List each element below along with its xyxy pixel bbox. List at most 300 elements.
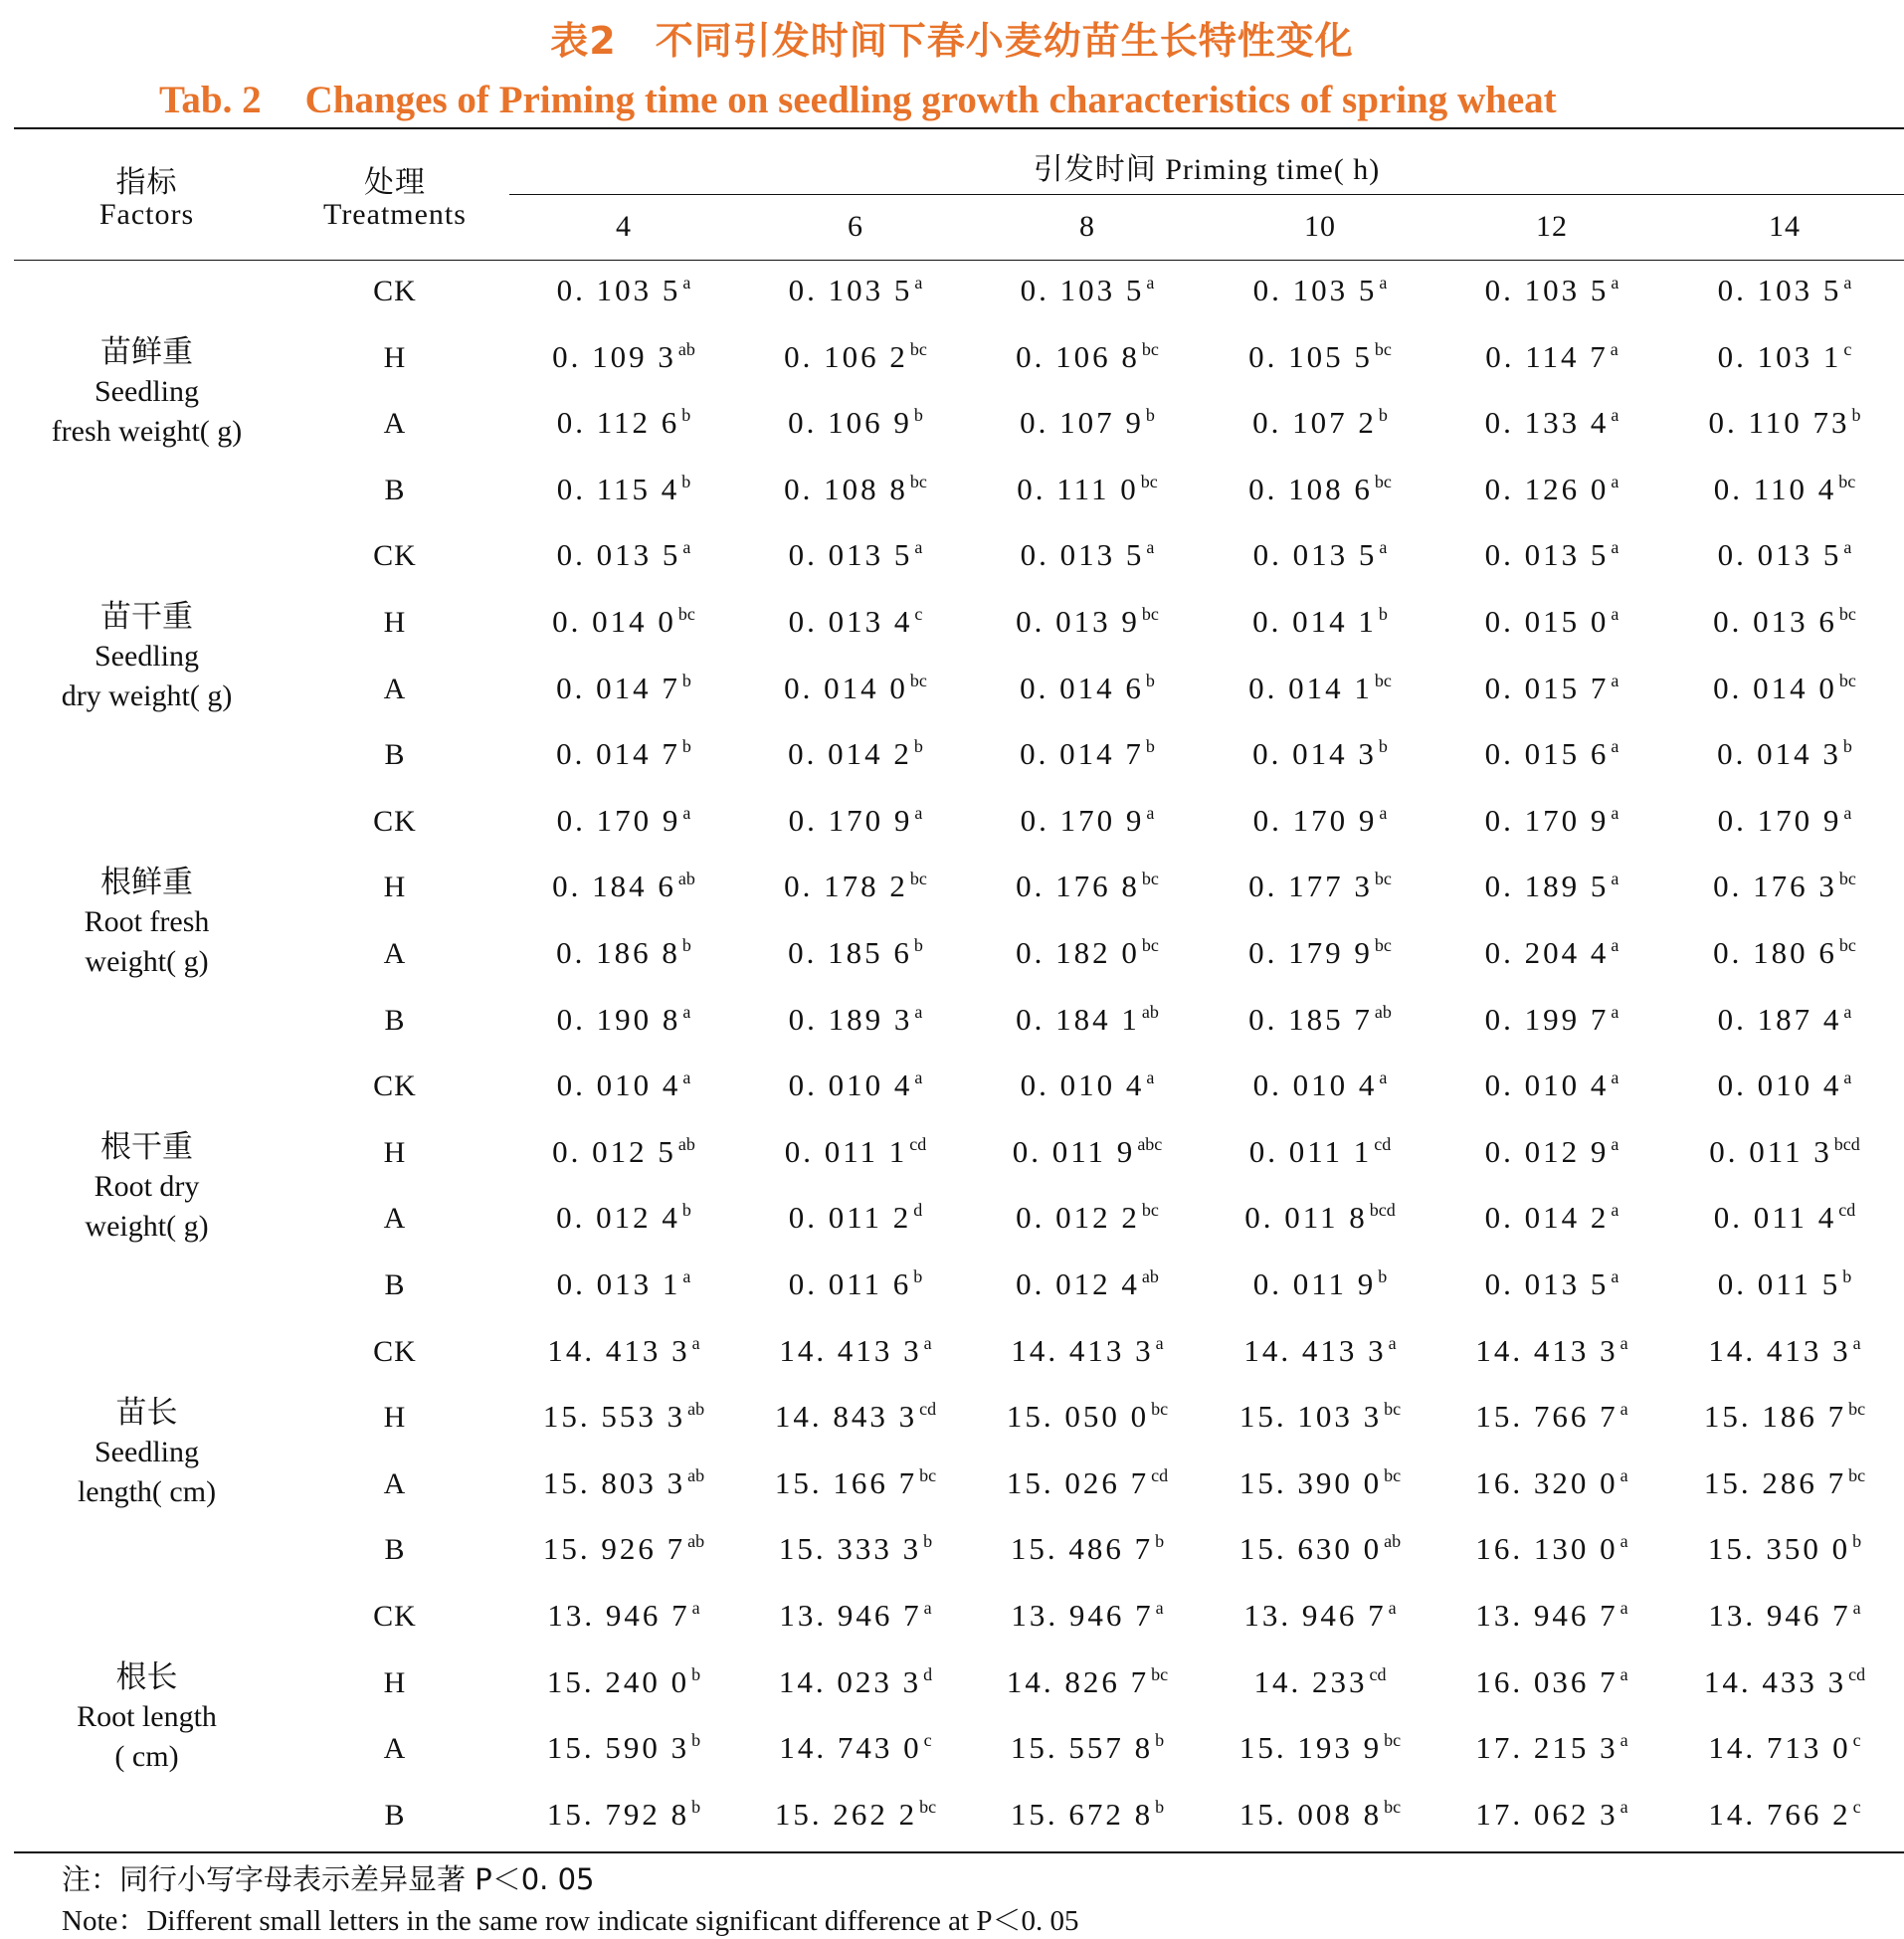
table-cell: [509, 1664, 738, 1700]
table-cell: [741, 405, 970, 441]
header-rule: [14, 260, 1904, 261]
note-en: Note：Different small letters in the same row indicate significant difference at P＜0. 05: [62, 1905, 1079, 1937]
cell-value: 0. 184 6: [552, 869, 676, 904]
time-header-12: 12: [1536, 210, 1568, 243]
significance-letter: b: [1145, 736, 1155, 757]
cell-value: 15. 286 7: [1703, 1464, 1847, 1500]
significance-letter: bc: [919, 1464, 937, 1485]
cell-value: 0. 126 0: [1484, 471, 1610, 506]
significance-letter: a: [914, 802, 923, 823]
table-cell: [1437, 1134, 1666, 1170]
significance-letter: a: [1146, 537, 1155, 558]
table-cell: [1437, 1002, 1666, 1038]
significance-letter: bc: [1384, 1399, 1402, 1420]
table-cell: [1206, 604, 1434, 640]
table-cell: [1206, 1333, 1434, 1369]
cell-value: 14. 433 3: [1703, 1663, 1847, 1699]
significance-letter: ab: [1374, 1001, 1392, 1022]
significance-letter: bc: [1384, 1464, 1402, 1485]
treatment-label: CK: [373, 1069, 417, 1103]
cell-value: 0. 110 4: [1713, 471, 1837, 506]
cell-value: 0. 107 2: [1252, 405, 1377, 441]
significance-letter: a: [1611, 537, 1619, 558]
cell-value: 0. 012 2: [1016, 1200, 1140, 1236]
cell-value: 0. 010 4: [1484, 1067, 1610, 1103]
table-cell: [509, 1730, 738, 1766]
cell-value: 0. 010 4: [1717, 1067, 1842, 1103]
factor-cn: 苗干重: [100, 599, 193, 636]
table-cell: [509, 1067, 738, 1103]
cell-value: 0. 013 5: [1484, 1266, 1610, 1301]
significance-letter: a: [682, 1067, 691, 1088]
factor-cn: 根鲜重: [100, 864, 193, 900]
table-cell: [973, 1134, 1202, 1170]
table-cell: [509, 604, 738, 640]
cell-value: 0. 011 1: [784, 1133, 908, 1169]
significance-letter: ab: [687, 1464, 705, 1485]
table-cell: [509, 1598, 738, 1634]
factor-cn: 根长: [115, 1659, 178, 1695]
table-cell: [1437, 803, 1666, 839]
factor-en1: Seedling: [95, 640, 199, 674]
table-cell: [509, 803, 738, 839]
significance-letter: a: [914, 1067, 923, 1088]
treatment-label: B: [384, 1268, 406, 1301]
cell-value: 0. 012 4: [1016, 1266, 1140, 1301]
significance-letter: a: [682, 537, 691, 558]
cell-value: 15. 557 8: [1010, 1730, 1154, 1766]
table-cell: [1670, 1266, 1899, 1302]
significance-letter: a: [1611, 869, 1619, 889]
significance-letter: bc: [1374, 338, 1392, 359]
significance-letter: ab: [687, 1399, 705, 1420]
table-cell: [1437, 1266, 1666, 1302]
significance-letter: a: [1388, 1598, 1397, 1618]
significance-letter: a: [1146, 1067, 1155, 1088]
significance-letter: bcd: [1369, 1200, 1396, 1221]
table-cell: [973, 1730, 1202, 1766]
significance-letter: a: [1611, 802, 1619, 823]
significance-letter: b: [1378, 736, 1388, 757]
factor-label: [20, 1393, 274, 1512]
table-cell: [1437, 1730, 1666, 1766]
table-cell: [741, 671, 970, 706]
cell-value: 0. 106 8: [1016, 338, 1140, 374]
significance-letter: c: [923, 1730, 932, 1751]
table-cell: [1670, 1200, 1899, 1236]
factor-label: [20, 1657, 274, 1777]
table-cell: [509, 472, 738, 507]
table-cell: [1437, 1200, 1666, 1236]
cell-value: 0. 011 2: [788, 1200, 912, 1236]
significance-letter: bc: [1384, 1796, 1402, 1817]
significance-letter: cd: [1848, 1663, 1866, 1684]
cell-value: 16. 130 0: [1475, 1531, 1618, 1567]
significance-letter: b: [913, 736, 923, 757]
significance-letter: bc: [1838, 670, 1856, 690]
significance-letter: b: [1145, 670, 1155, 690]
cell-value: 0. 013 9: [1016, 604, 1140, 639]
cell-value: 0. 011 8: [1244, 1200, 1368, 1236]
table-cell: [509, 1531, 738, 1567]
significance-letter: bc: [1848, 1464, 1866, 1485]
cell-value: 0. 013 6: [1713, 604, 1837, 639]
significance-letter: bc: [1140, 471, 1158, 491]
significance-letter: b: [691, 1663, 701, 1684]
significance-letter: b: [1378, 405, 1388, 426]
cell-value: 0. 010 4: [556, 1067, 681, 1103]
significance-letter: cd: [1151, 1464, 1169, 1485]
cell-value: 14. 743 0: [779, 1730, 922, 1766]
cell-value: 0. 170 9: [1484, 802, 1610, 838]
cell-value: 0. 103 5: [788, 273, 913, 307]
significance-letter: a: [1379, 273, 1388, 292]
table-cell: [741, 1200, 970, 1236]
table-cell: [1437, 1333, 1666, 1369]
cell-value: 0. 013 5: [1484, 537, 1610, 573]
cell-value: 0. 109 3: [552, 338, 676, 374]
cell-value: 0. 170 9: [1252, 802, 1378, 838]
note-cn: [62, 1857, 595, 1898]
cell-value: 13. 946 7: [1475, 1598, 1618, 1633]
significance-letter: a: [1611, 1001, 1619, 1022]
table-cell: [741, 1134, 970, 1170]
table-cell: [973, 472, 1202, 507]
factor-en2: length( cm): [77, 1474, 217, 1508]
treatment-label: A: [383, 1732, 407, 1766]
cell-value: 0. 013 1: [556, 1266, 681, 1301]
cell-value: 0. 010 4: [788, 1067, 913, 1103]
significance-letter: a: [1610, 338, 1618, 359]
table-cell: [1670, 604, 1899, 640]
significance-letter: bc: [909, 338, 927, 359]
table-cell: [1206, 869, 1434, 904]
table-cell: [1670, 339, 1899, 375]
significance-letter: cd: [909, 1133, 927, 1154]
treatment-label: H: [383, 606, 407, 639]
significance-letter: a: [1611, 273, 1619, 292]
table-cell: [1206, 537, 1434, 573]
cell-value: 0. 106 2: [784, 338, 908, 374]
table-cell: [1206, 1797, 1434, 1833]
cell-value: 0. 190 8: [556, 1001, 681, 1037]
header-factors-en: Factors: [98, 198, 195, 231]
significance-letter: bc: [1141, 604, 1159, 624]
significance-letter: ab: [677, 869, 695, 889]
table-cell: [973, 1598, 1202, 1634]
significance-letter: a: [1611, 1067, 1619, 1088]
cell-value: 14. 826 7: [1006, 1663, 1150, 1699]
table-cell: [1206, 1134, 1434, 1170]
cell-value: 15. 103 3: [1238, 1399, 1383, 1435]
table-cell: [741, 1531, 970, 1567]
table-cell: [1206, 1200, 1434, 1236]
significance-letter: a: [1619, 1730, 1628, 1751]
table-cell: [1206, 803, 1434, 839]
significance-letter: b: [681, 471, 691, 491]
significance-letter: b: [1842, 1266, 1852, 1286]
cell-value: 14. 413 3: [1708, 1332, 1851, 1368]
significance-letter: a: [914, 1001, 923, 1022]
cell-value: 15. 262 2: [774, 1796, 918, 1832]
significance-letter: a: [1843, 537, 1852, 558]
cell-value: 0. 014 3: [1717, 736, 1841, 772]
table-cell: [1437, 405, 1666, 441]
table-cell: [741, 537, 970, 573]
cell-value: 0. 013 5: [788, 537, 913, 573]
table-cell: [509, 935, 738, 971]
cell-value: 0. 103 5: [1717, 273, 1842, 307]
cell-value: 15. 390 0: [1238, 1464, 1383, 1500]
table-cell: [1670, 1399, 1899, 1435]
cell-value: 0. 011 9: [1012, 1133, 1136, 1169]
cell-value: 15. 350 0: [1707, 1531, 1851, 1567]
cell-value: 15. 766 7: [1475, 1399, 1618, 1435]
significance-letter: a: [1379, 537, 1388, 558]
top-rule: [14, 127, 1904, 129]
significance-letter: a: [1852, 1332, 1861, 1353]
cell-value: 0. 015 0: [1484, 604, 1610, 639]
significance-letter: a: [1619, 1464, 1628, 1485]
cell-value: 0. 107 9: [1020, 405, 1144, 441]
table-cell: [973, 1797, 1202, 1833]
table-cell: [1206, 1531, 1434, 1567]
treatment-label: B: [384, 1798, 406, 1832]
cell-value: 15. 008 8: [1238, 1796, 1383, 1832]
table-cell: [1670, 1730, 1899, 1766]
treatment-label: B: [384, 1003, 406, 1037]
table-cell: [741, 1598, 970, 1634]
factor-en1: Root fresh: [84, 904, 210, 938]
header-treatments-cn: 处理: [364, 165, 426, 200]
significance-letter: bc: [1384, 1730, 1402, 1751]
cell-value: 15. 333 3: [778, 1531, 922, 1567]
significance-letter: bc: [1374, 869, 1392, 889]
cell-value: 0. 108 8: [784, 471, 908, 506]
significance-letter: bc: [1848, 1399, 1866, 1420]
cell-value: 0. 013 5: [1252, 537, 1378, 573]
table-cell: [1670, 1531, 1899, 1567]
table-cell: [1206, 1399, 1434, 1435]
significance-letter: a: [682, 273, 691, 292]
table-cell: [973, 869, 1202, 904]
significance-letter: b: [691, 1730, 701, 1751]
table-cell: [1437, 472, 1666, 507]
significance-letter: b: [681, 405, 691, 426]
table-cell: [509, 1200, 738, 1236]
table-cell: [1670, 1465, 1899, 1501]
table-number: Tab. 2: [159, 79, 262, 121]
cell-value: 0. 103 1: [1717, 338, 1842, 374]
significance-letter: a: [923, 1332, 932, 1353]
table-cell: [973, 1465, 1202, 1501]
cell-value: 0. 014 2: [1484, 1200, 1610, 1236]
table-cell: [1437, 604, 1666, 640]
significance-letter: a: [1852, 1598, 1861, 1618]
cell-value: 0. 012 4: [556, 1200, 680, 1236]
treatment-label: CK: [373, 1334, 417, 1368]
cell-value: 0. 014 6: [1020, 670, 1144, 705]
table-cell: [1437, 935, 1666, 971]
cell-value: 15. 672 8: [1010, 1796, 1154, 1832]
time-header-14: 14: [1769, 210, 1801, 243]
factor-en1: Root dry: [94, 1170, 200, 1204]
table-cell: [1437, 736, 1666, 772]
cell-value: 0. 180 6: [1713, 935, 1837, 970]
treatment-label: A: [383, 672, 407, 705]
significance-letter: a: [1843, 1067, 1852, 1088]
cell-value: 17. 215 3: [1475, 1730, 1618, 1766]
cell-value: 0. 011 4: [1713, 1200, 1837, 1236]
table-cell: [509, 1797, 738, 1833]
cell-value: 0. 011 5: [1717, 1266, 1841, 1301]
cell-value: 0. 178 2: [784, 869, 908, 904]
factor-en1: Seedling: [95, 375, 199, 408]
table-cell: [1437, 1465, 1666, 1501]
cell-value: 14. 766 2: [1708, 1796, 1851, 1832]
treatment-label: H: [383, 340, 407, 374]
cell-value: 15. 553 3: [542, 1399, 686, 1435]
cell-value: 0. 014 1: [1252, 604, 1377, 639]
table-cell: [741, 1067, 970, 1103]
significance-letter: a: [1611, 471, 1619, 491]
cell-value: 0. 011 9: [1252, 1266, 1377, 1301]
factor-en1: Root length: [77, 1700, 217, 1733]
cell-value: 15. 193 9: [1238, 1730, 1383, 1766]
table-cell: [509, 1399, 738, 1435]
factor-cn: 苗鲜重: [100, 334, 193, 370]
cell-value: 0. 170 9: [1717, 802, 1842, 838]
cell-value: 16. 320 0: [1475, 1464, 1618, 1500]
table-cell: [1206, 935, 1434, 971]
factor-en2: fresh weight( g): [51, 415, 243, 448]
priming-rule: [509, 194, 1904, 195]
table-cell: [1206, 339, 1434, 375]
cell-value: 0. 176 8: [1016, 869, 1140, 904]
table-cell: [1670, 1002, 1899, 1038]
significance-letter: a: [682, 1001, 691, 1022]
significance-letter: bc: [909, 471, 927, 491]
table-cell: [973, 273, 1202, 308]
table-cell: [1437, 273, 1666, 308]
table-cell: [741, 1399, 970, 1435]
significance-letter: a: [1155, 1332, 1164, 1353]
significance-letter: a: [1379, 1067, 1388, 1088]
cell-value: 0. 012 9: [1484, 1133, 1610, 1169]
table-cell: [1206, 1664, 1434, 1700]
table-cell: [509, 869, 738, 904]
significance-letter: b: [1378, 1266, 1388, 1286]
cell-value: 0. 014 0: [552, 604, 676, 639]
significance-letter: a: [1611, 1200, 1619, 1221]
significance-letter: abc: [1137, 1133, 1163, 1154]
table-title-en: [159, 78, 1751, 122]
table-cell: [1437, 1399, 1666, 1435]
significance-letter: c: [1852, 1796, 1861, 1817]
significance-letter: c: [1852, 1730, 1861, 1751]
table-cell: [509, 736, 738, 772]
cell-value: 0. 014 3: [1252, 736, 1377, 772]
table-cell: [973, 1333, 1202, 1369]
cell-value: 14. 233: [1253, 1663, 1368, 1699]
table-cell: [973, 339, 1202, 375]
cell-value: 0. 013 5: [1020, 537, 1145, 573]
table-cell: [741, 935, 970, 971]
table-cell: [1670, 671, 1899, 706]
table-cell: [973, 1002, 1202, 1038]
significance-letter: c: [914, 604, 923, 624]
treatment-label: H: [383, 871, 407, 904]
cell-value: 0. 170 9: [1020, 802, 1145, 838]
cell-value: 14. 413 3: [779, 1332, 922, 1368]
cell-value: 15. 026 7: [1006, 1464, 1150, 1500]
significance-letter: bc: [677, 604, 695, 624]
cell-value: 0. 111 0: [1017, 471, 1139, 506]
time-header-8: 8: [1079, 210, 1095, 243]
table-cell: [1437, 1067, 1666, 1103]
treatment-label: CK: [373, 804, 417, 838]
table-cell: [1670, 803, 1899, 839]
significance-letter: b: [913, 935, 923, 955]
header-priming-time: 引发时间 Priming time( h): [1033, 153, 1381, 186]
significance-letter: a: [691, 1598, 700, 1618]
table-cell: [1206, 472, 1434, 507]
table-cell: [741, 604, 970, 640]
cell-value: 0. 103 5: [1484, 273, 1610, 307]
cell-value: 0. 014 1: [1248, 670, 1373, 705]
significance-letter: a: [1611, 736, 1619, 757]
cell-value: 13. 946 7: [779, 1598, 922, 1633]
table-cell: [509, 1333, 738, 1369]
cell-value: 0. 103 5: [1252, 273, 1378, 307]
significance-letter: b: [923, 1531, 933, 1552]
significance-letter: a: [1611, 405, 1619, 426]
table-cell: [973, 736, 1202, 772]
table-cell: [741, 339, 970, 375]
significance-letter: a: [914, 537, 923, 558]
table-cell: [509, 1465, 738, 1501]
table-cell: [1670, 1664, 1899, 1700]
note-cn-text: 注：同行小写字母表示差异显著 P＜0. 05: [62, 1862, 595, 1896]
significance-letter: bc: [1838, 471, 1856, 491]
table-cell: [1437, 671, 1666, 706]
significance-letter: b: [1155, 1730, 1165, 1751]
table-cell: [1206, 1266, 1434, 1302]
cell-value: 0. 014 7: [556, 736, 680, 772]
significance-letter: d: [913, 1200, 923, 1221]
cell-value: 15. 240 0: [546, 1663, 690, 1699]
cell-value: 0. 186 8: [556, 935, 680, 970]
table-cell: [509, 537, 738, 573]
factor-cn: 苗长: [115, 1394, 178, 1431]
table-cell: [1206, 1465, 1434, 1501]
cell-value: 0. 013 5: [556, 537, 681, 573]
significance-letter: bc: [909, 670, 927, 690]
table-cell: [741, 1730, 970, 1766]
table-cell: [1670, 869, 1899, 904]
significance-letter: a: [1843, 802, 1852, 823]
significance-letter: a: [1611, 1266, 1619, 1286]
significance-letter: bcd: [1833, 1133, 1860, 1154]
significance-letter: bc: [1141, 935, 1159, 955]
significance-letter: bc: [1838, 604, 1856, 624]
table-cell: [1206, 736, 1434, 772]
table-cell: [509, 1002, 738, 1038]
table-cell: [509, 1266, 738, 1302]
cell-value: 14. 713 0: [1708, 1730, 1851, 1766]
table-cell: [741, 472, 970, 507]
significance-letter: cd: [1838, 1200, 1856, 1221]
